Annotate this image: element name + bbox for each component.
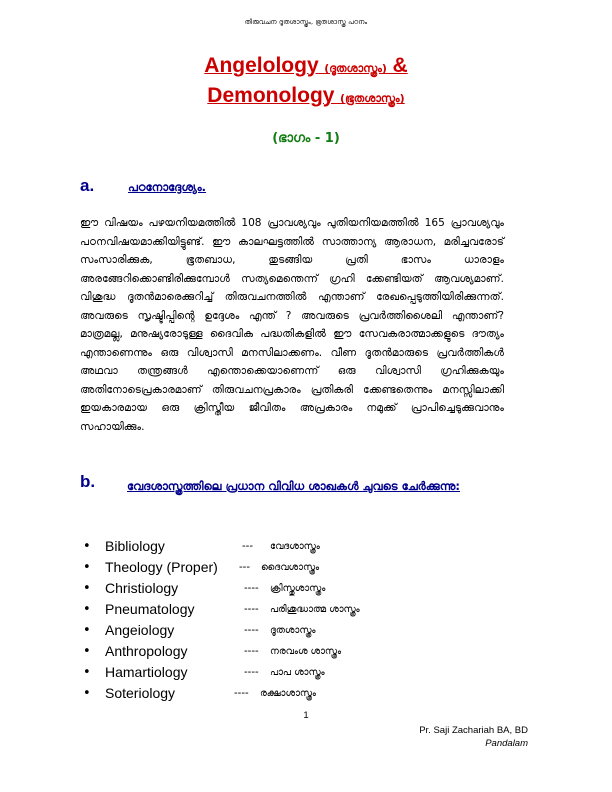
branch-term: Soteriology	[105, 685, 176, 701]
page-number: 1	[303, 710, 309, 721]
title-line-1	[0, 54, 612, 78]
branch-term: Anthropology	[105, 643, 188, 659]
section-b-letter: b.	[80, 472, 96, 491]
branch-ml: പരിശുദ്ധാത്മ ശാസ്ത്രം	[270, 604, 360, 615]
bullet-icon: •	[83, 665, 91, 680]
bullet-icon: •	[83, 602, 91, 617]
branch-term: Bibliology	[105, 538, 165, 554]
branch-ml: ദൂതശാസ്ത്രം	[270, 625, 316, 636]
branch-ml: വേദശാസ്ത്രം	[270, 541, 320, 552]
branch-ml: രക്ഷാശാസ്ത്രം	[260, 688, 317, 699]
branch-dash: ---	[242, 540, 253, 552]
branch-ml: പാപ ശാസ്ത്രം	[270, 667, 325, 678]
branch-dash: ----	[244, 582, 259, 594]
branch-dash: ----	[244, 666, 259, 678]
branch-term: Theology (Proper)	[105, 559, 218, 575]
title-angelology: Angelology	[204, 54, 319, 77]
branch-dash: ----	[244, 603, 259, 615]
branch-dash: ----	[244, 624, 259, 636]
author-block	[419, 724, 528, 750]
author-name: Pr. Saji Zachariah BA, BD	[419, 725, 528, 736]
title-demonology-ml: (ഭൂതശാസ്ത്രം)	[340, 92, 405, 105]
section-a-letter: a.	[80, 176, 95, 195]
branch-dash: ---	[239, 561, 250, 573]
bullet-icon: •	[83, 623, 91, 638]
branch-ml: ദൈവശാസ്ത്രം	[261, 562, 320, 573]
branch-term: Hamartiology	[105, 664, 188, 680]
author-place: Pandalam	[485, 738, 528, 749]
bullet-icon: •	[83, 644, 91, 659]
branch-dash: ----	[234, 687, 249, 699]
section-a-paragraph: ഈ വിഷയം പഴയനിയമത്തിൽ 108 പ്രാവശ്യവും പുതിയനിയമത്തിൽ 165 പ്രാവശ്യവും പഠനവിഷയമാക്കിയിട്ടുണ്ട്. ഈ കാലഘട്ടത്തിൽ സാത്താന്യ ആരാധന, മരിച്ചവരോട് സംസാരിക്കുക, ഭൂതബാധ, തുടങ്ങിയ പ്രതി ഭാസം ധാരാളം അരങ്ങേറിക്കൊണ്ടിരിക്കുമ്പോൾ സത്യമെന്തെന്ന് ഗ്രഹി ക്കേണ്ടിയത് ആവശ്യമാണ്. വിശുദ്ധ ദൂതൻമാരെക്കുറിച്ച് തിരുവചനത്തിൽ എന്താണ് രേഖപ്പെടുത്തിയിരിക്കുന്നത്. അവരുടെ സൃഷ്ടിപ്പിന്റെ ഉദ്ദേശം എന്ത് ? അവരുടെ പ്രവർത്തിശൈലി എന്താണ്? മാത്രമല്ല, മനുഷ്യരോടുള്ള ദൈവിക പദ്ധതികളിൽ ഈ സേവകരാത്മാക്കളുടെ ദൗത്യം എന്താണെന്നും ഒരു വിശ്വാസി മനസിലാക്കണം. വീണ ദൂതൻമാരുടെ പ്രവർത്തികൾ അഥവാ തന്ത്രങ്ങൾ എന്തൊക്കെയാണെന്ന് ഒരു വിശ്വാസി ഗ്രഹിക്കുകയും അതിനോടെപ്രകാരമാണ് തിരുവചനപ്രകാരം പ്രതികരി ക്കേണ്ടതെന്നും മനസ്സിലാക്കി ഇയകാരമായ ഒരു ക്രിസ്തീയ ജീവിതം അപ്രകാരം നമുക്ക് പ്രാപിച്ചെടുക്കുവാനും സഹായിക്കും.	[80, 217, 504, 433]
running-header: തിരുവചന ദൂതശാസ്ത്രം, ഭൂതശാസ്ത്ര പഠനം	[244, 18, 368, 26]
branch-term: Christiology	[105, 580, 179, 596]
bullet-icon: •	[83, 686, 91, 701]
branch-ml: നരവംശ ശാസ്ത്രം	[270, 646, 342, 657]
branch-ml: ക്രിസ്തുശാസ്ത്രം	[270, 583, 326, 594]
title-ampersand: &	[392, 54, 408, 77]
part-label: (ഭാഗം - 1)	[272, 131, 340, 146]
section-b-title: വേദശാസ്ത്രത്തിലെ പ്രധാന വിവിധ ശാഖകൾ ചുവടെ ചേർക്കുന്നു:	[127, 479, 460, 493]
section-a-title: പഠനോദ്ദേശ്യം.	[128, 180, 207, 194]
branch-term: Pneumatology	[105, 601, 195, 617]
bullet-icon: •	[83, 539, 91, 554]
branch-dash: ----	[244, 645, 259, 657]
title-angelology-ml: (ദൂതശാസ്ത്രം)	[324, 62, 387, 75]
bullet-icon: •	[83, 581, 91, 596]
title-line-2	[0, 84, 612, 108]
branch-term: Angeiology	[105, 622, 175, 638]
title-demonology: Demonology	[207, 84, 335, 107]
bullet-icon: •	[83, 560, 91, 575]
